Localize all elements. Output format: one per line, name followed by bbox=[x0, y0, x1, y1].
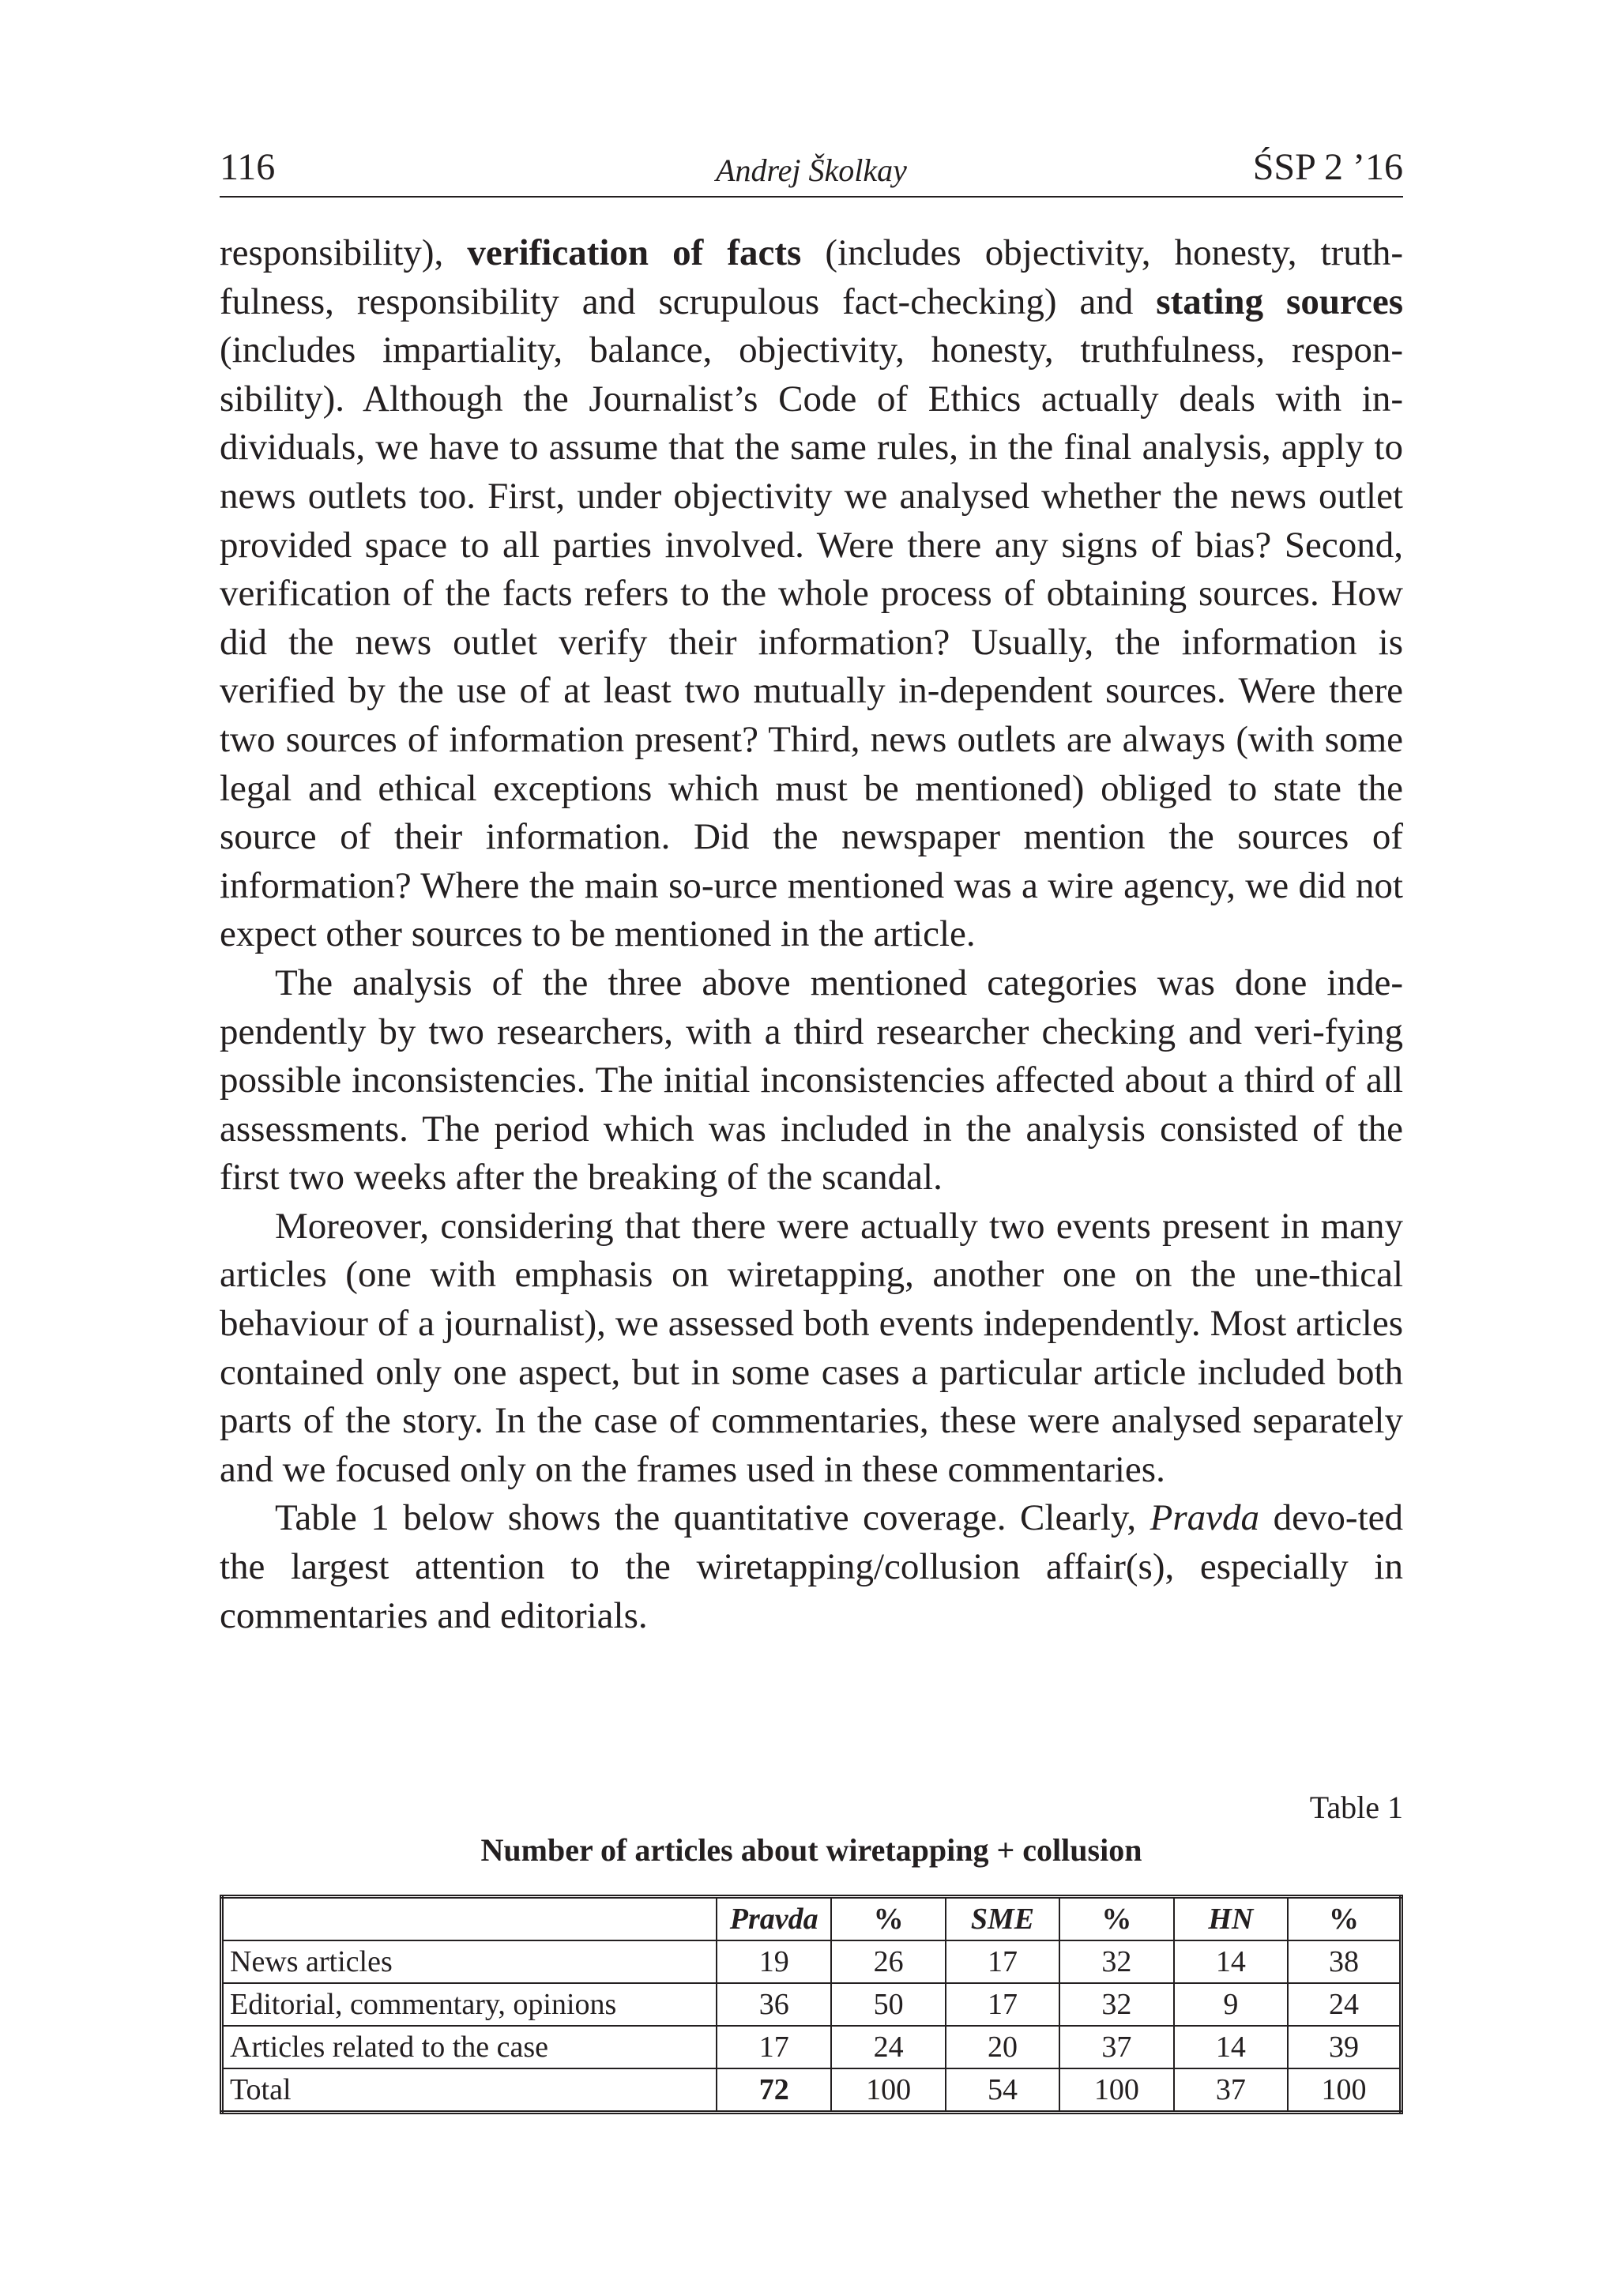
table-row bbox=[222, 1940, 1402, 1983]
table-row-total bbox=[222, 2068, 1402, 2113]
table-cell: 17 bbox=[946, 1983, 1059, 2026]
paragraph-4: Table 1 below shows the quantitative coverage. Clearly, Pravda devo-ted the largest attention to the wiretapping/collusion affair(s), especially in commentaries and editorials. bbox=[220, 1497, 1403, 1636]
table-cell: 24 bbox=[1288, 1983, 1401, 2026]
table-cell: 9 bbox=[1174, 1983, 1288, 2026]
header-sme: SME bbox=[946, 1897, 1059, 1941]
articles-table bbox=[220, 1895, 1403, 2114]
article-body bbox=[220, 229, 1403, 1640]
table-cell: 36 bbox=[717, 1983, 831, 2026]
running-header bbox=[220, 141, 1403, 198]
header-percent: % bbox=[1059, 1897, 1173, 1941]
table-row bbox=[222, 1983, 1402, 2026]
header-pravda: Pravda bbox=[717, 1897, 831, 1941]
table-cell: 26 bbox=[831, 1940, 945, 1983]
table-cell: 32 bbox=[1059, 1940, 1173, 1983]
paragraph-3: Moreover, considering that there were actually two events present in many articles (one with emphasis on wiretapping, another one on the une-thical behaviour of a journalist), we assessed both events independently. Most articles contained only one aspect, but in some cases a particular article included both parts of the story. In the case of commentaries, these were analysed separately and we focused only on the frames used in these commentaries. bbox=[220, 1205, 1403, 1490]
paragraph-2: The analysis of the three above mentioned categories was done inde-pendently by two researchers, with a third researcher checking and veri-fying possible inconsistencies. The initial inconsistencies affected about a third of all assessments. The period which was included in the analysis consisted of the first two weeks after the breaking of the scandal. bbox=[220, 962, 1403, 1199]
table-cell: 24 bbox=[831, 2026, 945, 2068]
table-cell: 17 bbox=[946, 1940, 1059, 1983]
table-cell: 14 bbox=[1174, 1940, 1288, 1983]
table-cell: 100 bbox=[1059, 2068, 1173, 2113]
table-title: Number of articles about wiretapping + collusion bbox=[480, 1832, 1142, 1868]
row-label: Articles related to the case bbox=[222, 2026, 717, 2068]
paragraph-1: responsibility), verification of facts (includes objectivity, honesty, truth-fulness, responsibility and scrupulous fact-checking) and stating sources (includes impartiality, balance, objectivity, honesty, truthfulness, respon-sibility). Although the Journalist’s Code of Ethics actually deals with in-dividuals, we have to assume that the same rules, in the final analysis, apply to news outlets too. First, under objectivity we analysed whether the news outlet provided space to all parties involved. Were there any signs of bias? Second, verification of the facts refers to the whole process of obtaining sources. How did the news outlet verify their information? Usually, the information is verified by the use of at least two mutually in-dependent sources. Were there two sources of information present? Third, news outlets are always (with some legal and ethical exceptions which must be mentioned) obliged to state the source of their information. Did the newspaper mention the sources of information? Where the main so-urce mentioned was a wire agency, we did not expect other sources to be mentioned in the article. bbox=[220, 232, 1403, 955]
row-label: Editorial, commentary, opinions bbox=[222, 1983, 717, 2026]
running-author: Andrej Školkay bbox=[716, 152, 907, 188]
table-header-row bbox=[222, 1897, 1402, 1941]
table-cell: 20 bbox=[946, 2026, 1059, 2068]
table-cell: 100 bbox=[1288, 2068, 1401, 2113]
journal-issue: ŚSP 2 ’16 bbox=[1252, 146, 1403, 188]
header-percent: % bbox=[831, 1897, 945, 1941]
table-cell: 19 bbox=[717, 1940, 831, 1983]
table-cell: 32 bbox=[1059, 1983, 1173, 2026]
header-blank bbox=[222, 1897, 717, 1941]
table-cell: 14 bbox=[1174, 2026, 1288, 2068]
table-cell: 38 bbox=[1288, 1940, 1401, 1983]
table-cell: 37 bbox=[1059, 2026, 1173, 2068]
table-cell: 100 bbox=[831, 2068, 945, 2113]
table-row bbox=[222, 2026, 1402, 2068]
header-percent: % bbox=[1288, 1897, 1401, 1941]
table-cell: 72 bbox=[717, 2068, 831, 2113]
table-cell: 17 bbox=[717, 2026, 831, 2068]
table-cell: 39 bbox=[1288, 2026, 1401, 2068]
page-number: 116 bbox=[220, 146, 276, 188]
table-cell: 50 bbox=[831, 1983, 945, 2026]
row-label: Total bbox=[222, 2068, 717, 2113]
table-number: Table 1 bbox=[1309, 1790, 1403, 1825]
header-hn: HN bbox=[1174, 1897, 1288, 1941]
row-label: News articles bbox=[222, 1940, 717, 1983]
table-cell: 37 bbox=[1174, 2068, 1288, 2113]
table-cell: 54 bbox=[946, 2068, 1059, 2113]
